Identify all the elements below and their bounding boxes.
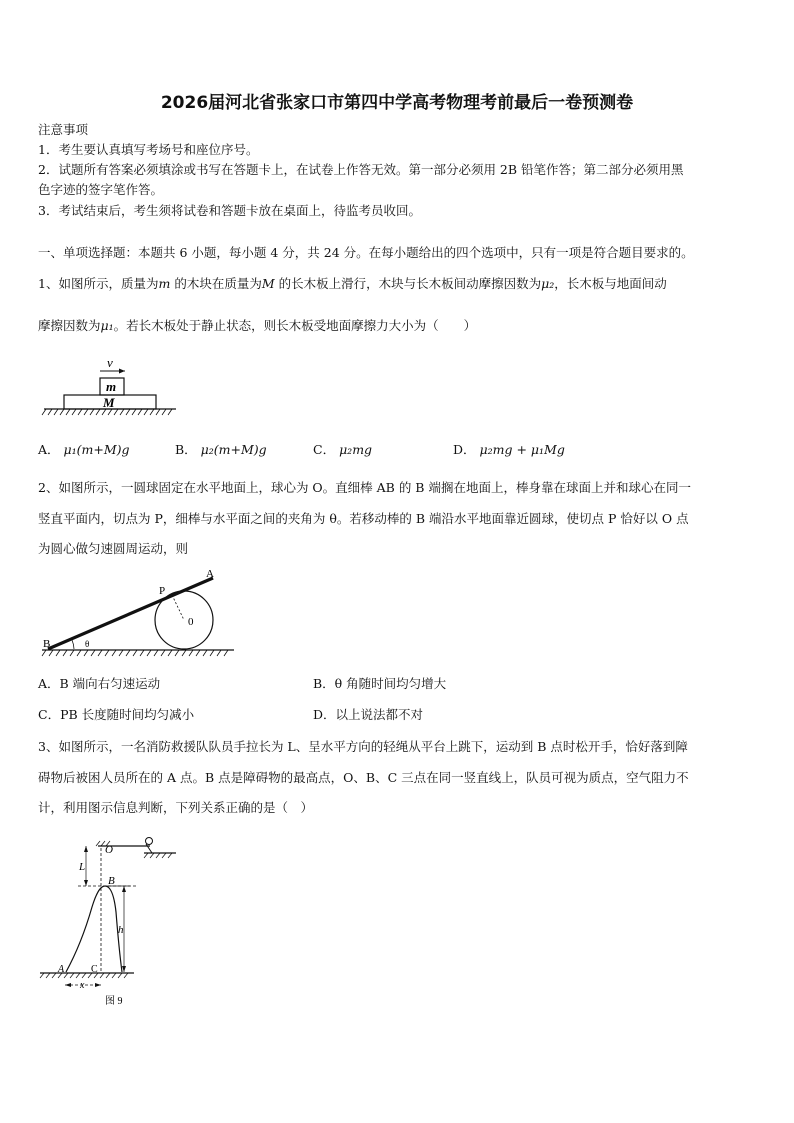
q2-option-b[interactable]: B．θ 角随时间均匀增大 <box>313 676 447 691</box>
q1-m-symbol: m <box>158 276 171 291</box>
q1-fig-m-label: m <box>106 379 117 394</box>
q1-stem-line1: 1、如图所示，质量为m 的木块在质量为M 的长木板上滑行，木块与长木板间动摩擦因数为μ₂，长木板与地面间动 <box>38 276 667 291</box>
radius-OP <box>172 595 184 620</box>
q1-stem-line2: 摩擦因数为μ₁。若长木板处于静止状态，则长木板受地面摩擦力大小为（ ） <box>38 318 477 333</box>
notice-item-2-cont: 色字迹的签字笔作答。 <box>38 182 164 197</box>
q1-M-symbol: M <box>261 276 275 291</box>
q2-fig-label-theta: θ <box>85 639 90 649</box>
notice-item-2: 2．试题所有答案必须填涂或书写在答题卡上，在试卷上作答无效。第一部分必须用 2B 铅笔作答；第二部分必须用黑 <box>38 162 684 177</box>
q2-option-c[interactable]: C．PB 长度随时间均匀减小 <box>38 707 195 722</box>
q3-fig-label-O: O <box>105 844 113 856</box>
q3-fig-label-C: C <box>91 964 98 975</box>
notice-item-3: 3．考试结束后，考生须将试卷和答题卡放在桌面上，待监考员收回。 <box>38 203 421 218</box>
obstacle-curve <box>66 886 122 972</box>
angle-arc <box>72 640 74 649</box>
q3-stem-line1: 3、如图所示，一名消防救援队队员手拉长为 L、呈水平方向的轻绳从平台上跳下，运动到 B 点时松开手，恰好落到障 <box>38 739 688 754</box>
q2-fig-label-A: A <box>206 568 214 580</box>
q2-figure <box>38 566 238 662</box>
q2-stem-line2: 竖直平面内，切点为 P，细棒与水平面之间的夹角为 θ。若移动棒的 B 端沿水平地面靠近圆球，使切点 P 恰好以 O 点 <box>38 511 689 526</box>
q1-mu1-symbol: μ₁ <box>100 318 114 333</box>
q3-fig-label-B: B <box>108 875 115 887</box>
q3-fig-label-L: L <box>79 861 86 873</box>
q3-stem-line2: 碍物后被困人员所在的 A 点。B 点是障碍物的最高点，O、B、C 三点在同一竖直线上，队员可视为质点，空气阻力不 <box>38 770 689 785</box>
q1-option-b[interactable]: B． μ₂(m+M)g <box>175 442 267 457</box>
q1-fig-M-label: M <box>103 395 115 410</box>
q1-option-a[interactable]: A． μ₁(m+M)g <box>38 442 130 457</box>
notice-heading: 注意事项 <box>38 122 89 137</box>
q2-fig-label-O: 0 <box>188 616 194 628</box>
q3-fig-label-A: A <box>58 964 65 975</box>
q2-option-d[interactable]: D．以上说法都不对 <box>313 707 424 722</box>
rod-AB <box>48 578 213 649</box>
q1-fig-v-label: v <box>107 355 113 370</box>
q3-fig-caption: 图 9 <box>105 996 123 1007</box>
notice-item-1: 1．考生要认真填写考场号和座位序号。 <box>38 142 259 157</box>
q1-mu2-symbol: μ₂ <box>541 276 555 291</box>
q3-figure <box>38 832 188 1012</box>
q2-stem-line1: 2、如图所示，一圆球固定在水平地面上，球心为 O。直细棒 AB 的 B 端搁在地面上，棒身靠在球面上并和球心在同一 <box>38 480 691 495</box>
q2-fig-label-B: B <box>43 638 51 650</box>
page-title: 2026届河北省张家口市第四中学高考物理考前最后一卷预测卷 <box>160 93 634 113</box>
q3-fig-label-x: x <box>80 980 85 991</box>
q1-figure <box>40 352 180 422</box>
q2-stem-line3: 为圆心做匀速圆周运动，则 <box>38 541 189 556</box>
pivot-circle <box>146 838 153 845</box>
q2-fig-label-P: P <box>159 585 166 597</box>
q3-stem-line3: 计，利用图示信息判断，下列关系正确的是（ ） <box>38 800 314 815</box>
q2-option-a[interactable]: A．B 端向右匀速运动 <box>38 676 161 691</box>
q1-option-d[interactable]: D． μ₂mg + μ₁Mg <box>453 442 565 457</box>
section-heading: 一、单项选择题：本题共 6 小题，每小题 4 分，共 24 分。在每小题给出的四个选项中，只有一项是符合题目要求的。 <box>38 245 694 260</box>
q1-option-c[interactable]: C． μ₂mg <box>313 442 373 457</box>
q3-fig-label-h: h <box>118 924 124 936</box>
